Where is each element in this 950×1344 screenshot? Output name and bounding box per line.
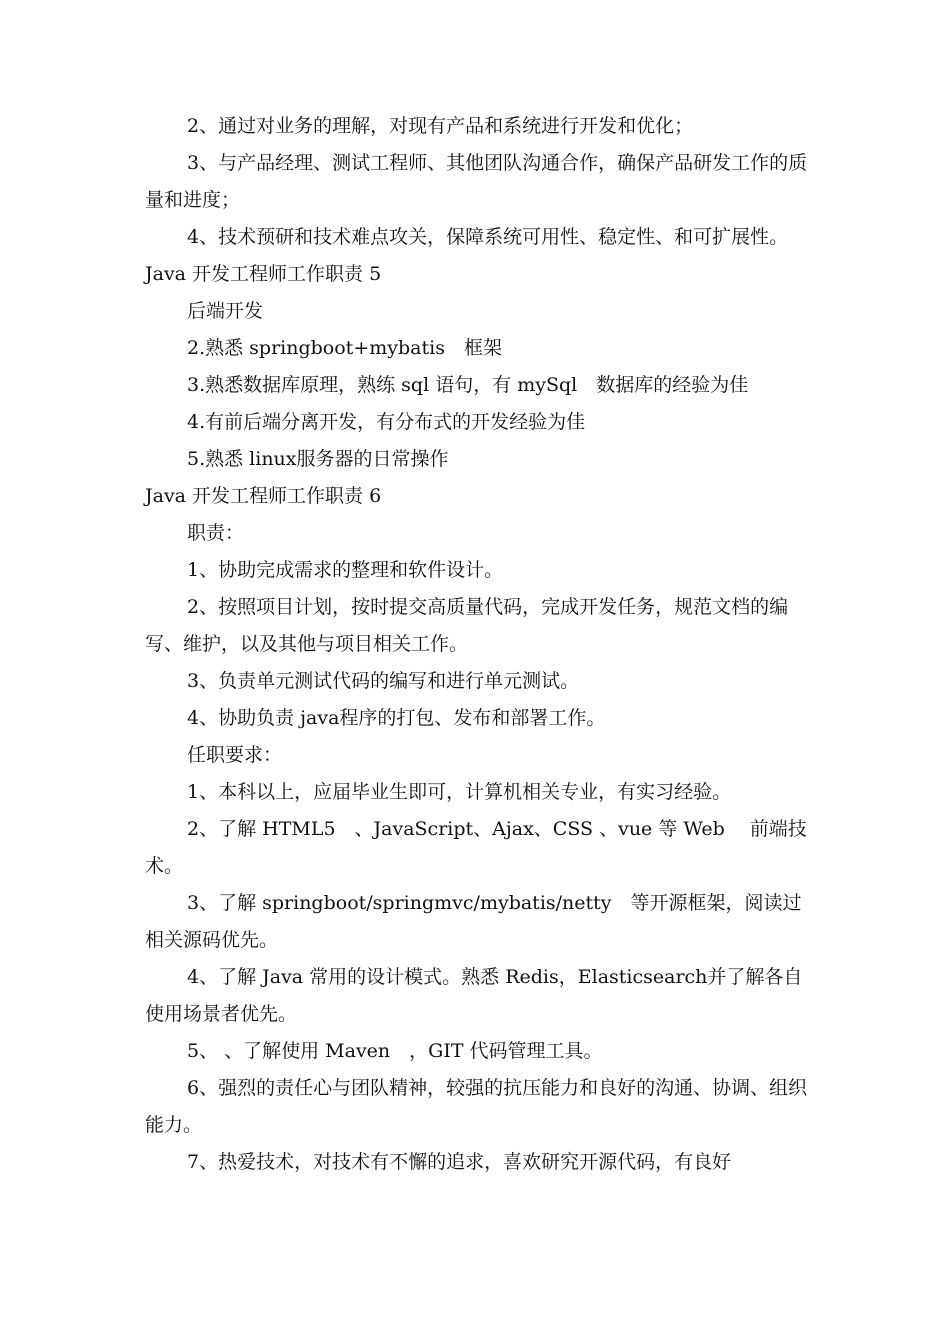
paragraph: 职责： [187,522,245,544]
paragraph: 6、强烈的责任心与团队精神，较强的抗压能力和良好的沟通、协调、组织能力。 [145,1077,808,1136]
paragraph: 2、按照项目计划，按时提交高质量代码，完成开发任务，规范文档的编写、维护，以及其他与项目相关工作。 [145,596,789,655]
paragraph: 4、了解 Java 常用的设计模式。熟悉 Redis，Elasticsearch并了解各自使用场景者优先。 [145,966,803,1025]
paragraph: 3、与产品经理、测试工程师、其他团队沟通合作，确保产品研发工作的质量和进度； [145,152,808,211]
paragraph: 2、了解 HTML5 、JavaScript、Ajax、CSS 、vue 等 Web 前端技术。 [145,818,807,877]
section-heading: Java 开发工程师工作职责 6 [145,485,382,507]
paragraph: 3.熟悉数据库原理，熟练 sql 语句，有 mySql 数据库的经验为佳 [187,374,749,396]
paragraph: 3、了解 springboot/springmvc/mybatis/netty 等开源框架，阅读过相关源码优先。 [145,892,802,951]
paragraph: 1、协助完成需求的整理和软件设计。 [187,559,504,581]
paragraph: 任职要求： [187,744,283,766]
paragraph: 2、通过对业务的理解，对现有产品和系统进行开发和优化； [187,115,694,137]
paragraph: 5、 、了解使用 Maven ，GIT 代码管理工具。 [187,1040,603,1062]
paragraph: 5.熟悉 linux服务器的日常操作 [187,448,449,470]
paragraph: 4、技术预研和技术难点攻关，保障系统可用性、稳定性、和可扩展性。 [187,226,789,248]
section-heading: Java 开发工程师工作职责 5 [145,263,382,285]
paragraph: 4、协助负责 java程序的打包、发布和部署工作。 [187,707,606,729]
paragraph: 2.熟悉 springboot+mybatis 框架 [187,337,502,359]
paragraph: 4.有前后端分离开发，有分布式的开发经验为佳 [187,411,586,433]
paragraph: 3、负责单元测试代码的编写和进行单元测试。 [187,670,580,692]
paragraph: 7、热爱技术，对技术有不懈的追求，喜欢研究开源代码，有良好 [187,1151,732,1173]
document-body [145,108,810,1181]
paragraph: 1、本科以上，应届毕业生即可，计算机相关专业，有实习经验。 [187,781,732,803]
paragraph: 后端开发 [187,300,264,322]
